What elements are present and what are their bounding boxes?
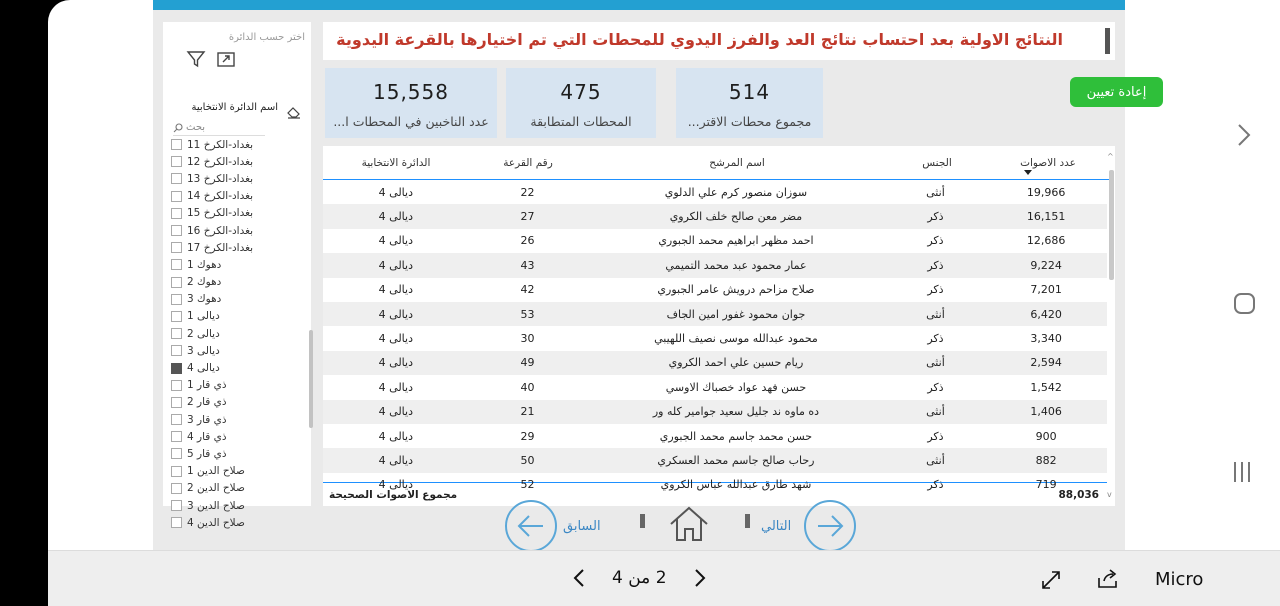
slicer-checkbox[interactable] [171, 466, 182, 477]
kpi-matched-label: المحطات المتطابقة [530, 114, 632, 129]
cell-district: ديالى 4 [378, 478, 413, 492]
cell-district: ديالى 4 [378, 258, 413, 272]
cell-votes: 1,406 [1030, 405, 1062, 419]
page-indicator: 2 من 4 [612, 568, 667, 588]
cell-district: ديالى 4 [378, 283, 413, 297]
slicer-item[interactable] [171, 170, 295, 187]
cell-gender: أنثى [926, 405, 945, 419]
slicer-item-label: صلاح الدين 4 [187, 516, 245, 529]
slicer-item-label: بغداد-الكرخ 14 [187, 190, 254, 203]
next-label[interactable]: التالي [761, 519, 792, 534]
slicer-checkbox[interactable] [171, 380, 182, 391]
slicer-item[interactable] [171, 377, 295, 394]
slicer-checkbox[interactable] [171, 156, 182, 167]
slicer-checkbox[interactable] [171, 397, 182, 408]
table-row[interactable] [323, 229, 1107, 253]
slicer-item-label: بغداد-الكرخ 16 [187, 224, 254, 237]
cell-candidate: رحاب صالح جاسم محمد العسكري [657, 453, 815, 467]
kpi-matched-value: 475 [560, 80, 602, 104]
focus-mode-icon[interactable] [215, 48, 237, 70]
cell-votes: 900 [1035, 429, 1057, 443]
cell-votes: 3,340 [1030, 332, 1062, 346]
slicer-title: اسم الدائرة الانتخابية [191, 102, 278, 113]
cell-candidate: مضر معن صالح خلف الكروي [669, 210, 803, 224]
slicer-item[interactable] [171, 308, 295, 325]
cell-lot: 30 [520, 332, 535, 346]
cell-district: ديالى 4 [378, 332, 413, 346]
title-box [323, 22, 1115, 60]
slicer-item-label: ذي قار 1 [187, 379, 227, 392]
cell-candidate: شهد طارق عبدالله عباس الكروي [660, 478, 812, 492]
slicer-item[interactable] [171, 342, 295, 359]
slicer-item-label: دهوك 3 [187, 293, 222, 306]
slicer-checkbox[interactable] [171, 431, 182, 442]
col-votes[interactable] [987, 146, 1109, 179]
kpi-voters-value: 15,558 [373, 80, 449, 104]
slicer-item[interactable] [171, 274, 295, 291]
kpi-voters-label: عدد الناخبين في المحطات ا... [333, 114, 489, 129]
kpi-matched-stations [506, 68, 656, 138]
slicer-item[interactable] [171, 497, 295, 514]
slicer-top-tag: اختر حسب الدائرة [228, 32, 305, 43]
cell-candidate: حسن محمد جاسم محمد الجبوري [659, 429, 813, 443]
slicer-item-label: بغداد-الكرخ 11 [187, 138, 254, 151]
cell-candidate: احمد مظهر ابراهيم محمد الجبوري [658, 234, 814, 248]
cell-district: ديالى 4 [378, 210, 413, 224]
col-district[interactable]: الدائرة الانتخابية [361, 156, 431, 169]
kpi-voters [325, 68, 497, 138]
slicer-item-label: صلاح الدين 3 [187, 499, 245, 512]
cell-lot: 21 [520, 405, 535, 419]
table-row[interactable] [323, 400, 1107, 424]
title-accent-bar [1105, 28, 1110, 54]
slicer-item[interactable] [171, 428, 295, 445]
cell-candidate: حسن فهد عواد خصباك الاوسي [665, 380, 807, 394]
cell-gender: ذكر [927, 234, 944, 248]
slicer-checkbox[interactable] [171, 345, 182, 356]
page-title: النتائج الاولية بعد احتساب نتائج العد والفرز اليدوي للمحطات التي تم اختيارها بالقرعة اليدوية [336, 30, 1063, 49]
cell-district: ديالى 4 [378, 234, 413, 248]
cell-gender: ذكر [927, 332, 944, 346]
table-body [323, 180, 1107, 492]
cell-votes: 882 [1035, 453, 1057, 467]
cell-lot: 53 [520, 307, 535, 321]
slicer-item-label: ذي قار 5 [187, 447, 227, 460]
prev-label[interactable]: السابق [563, 519, 601, 534]
home-icon[interactable] [667, 504, 711, 544]
slicer-checkbox[interactable] [171, 483, 182, 494]
cell-gender: أنثى [926, 307, 945, 321]
cell-gender: أنثى [926, 185, 945, 199]
next-button[interactable] [804, 500, 856, 552]
sort-desc-icon [1024, 170, 1032, 175]
results-table [323, 146, 1115, 506]
cell-district: ديالى 4 [378, 405, 413, 419]
slicer-checkbox[interactable] [171, 294, 182, 305]
slicer-item[interactable] [171, 291, 295, 308]
slicer-item-label: صلاح الدين 2 [187, 482, 245, 495]
cell-votes: 6,420 [1030, 307, 1062, 321]
reset-button[interactable]: إعادة تعيين [1070, 77, 1163, 107]
cell-district: ديالى 4 [378, 380, 413, 394]
cell-lot: 29 [520, 429, 535, 443]
slicer-search[interactable] [173, 120, 265, 136]
cell-lot: 42 [520, 283, 535, 297]
filter-icon[interactable] [185, 48, 207, 70]
table-row[interactable] [323, 326, 1107, 350]
slicer-checkbox[interactable] [171, 225, 182, 236]
slicer-item-label: ذي قار 4 [187, 430, 227, 443]
chevron-right-icon[interactable] [693, 567, 707, 589]
cell-gender: أنثى [926, 356, 945, 370]
slicer-item[interactable] [171, 222, 295, 239]
slicer-item-label: بغداد-الكرخ 15 [187, 207, 254, 220]
slicer-checkbox[interactable] [171, 277, 182, 288]
nav-separator [640, 514, 645, 528]
slicer-item-label: بغداد-الكرخ 17 [187, 241, 254, 254]
slicer-checkbox[interactable] [171, 259, 182, 270]
kpi-total-stations [676, 68, 823, 138]
table-row[interactable] [323, 351, 1107, 375]
slicer-item[interactable] [171, 153, 295, 170]
slicer-item-label: دهوك 1 [187, 258, 222, 271]
cell-gender: ذكر [927, 380, 944, 394]
cell-votes: 719 [1035, 478, 1057, 492]
col-candidate[interactable]: اسم المرشح [709, 156, 765, 169]
eraser-icon[interactable] [287, 104, 301, 123]
page-navigator [572, 567, 707, 589]
prev-button[interactable] [505, 500, 557, 552]
slicer-list [171, 136, 295, 528]
app-window [48, 0, 1280, 606]
slicer-checkbox[interactable] [171, 311, 182, 322]
arrow-right-icon [806, 502, 854, 550]
cell-votes: 2,594 [1030, 356, 1062, 370]
fullscreen-icon[interactable] [1040, 569, 1062, 591]
cell-votes: 19,966 [1026, 185, 1066, 199]
table-header [323, 146, 1109, 180]
table-row[interactable] [323, 302, 1107, 326]
cell-district: ديالى 4 [378, 453, 413, 467]
share-icon[interactable] [1096, 568, 1120, 590]
app-name: Micro [1155, 569, 1204, 590]
slicer-checkbox[interactable] [171, 328, 182, 339]
slicer-checkbox[interactable] [171, 208, 182, 219]
cell-district: ديالى 4 [378, 429, 413, 443]
cell-candidate: سوزان منصور كرم علي الدلوي [664, 185, 808, 199]
kpi-total-label: مجموع محطات الاقتر... [687, 114, 812, 129]
slicer-scrollbar[interactable] [309, 330, 313, 428]
scroll-down-icon[interactable]: v [1107, 490, 1112, 499]
slicer-item-label: ديالى 1 [187, 310, 220, 323]
cell-votes: 1,542 [1030, 380, 1062, 394]
recent-apps-button[interactable] [1234, 462, 1250, 482]
cell-lot: 49 [520, 356, 535, 370]
cell-lot: 52 [520, 478, 535, 492]
table-row[interactable] [323, 180, 1107, 204]
slicer-item-label: ذي قار 3 [187, 413, 227, 426]
cell-votes: 16,151 [1026, 210, 1066, 224]
slicer-item-label: دهوك 2 [187, 276, 222, 289]
slicer-item[interactable] [171, 514, 295, 531]
footer-label: مجموع الاصوات الصحيحة [329, 489, 458, 501]
cell-candidate: جوان محمود غفور امين الجاف [666, 307, 806, 321]
cell-lot: 27 [520, 210, 535, 224]
slicer-item-label: ديالى 3 [187, 344, 220, 357]
table-row[interactable] [323, 448, 1107, 472]
cell-gender: ذكر [927, 429, 944, 443]
slicer-item-label: صلاح الدين 1 [187, 465, 245, 478]
cell-district: ديالى 4 [378, 307, 413, 321]
slicer-item-label: ذي قار 2 [187, 396, 227, 409]
cell-gender: ذكر [927, 258, 944, 272]
table-scrollbar[interactable] [1109, 170, 1114, 280]
footer-total: 88,036 [1058, 489, 1099, 501]
slicer-checkbox[interactable] [171, 363, 182, 374]
table-row[interactable] [323, 278, 1107, 302]
slicer-item[interactable] [171, 359, 295, 376]
cell-votes: 9,224 [1030, 258, 1062, 272]
slicer-item[interactable] [171, 480, 295, 497]
slicer-item[interactable] [171, 136, 295, 153]
kpi-total-value: 514 [728, 80, 771, 104]
nav-separator [745, 514, 750, 528]
cell-votes: 7,201 [1030, 283, 1062, 297]
slicer-item-label: بغداد-الكرخ 13 [187, 172, 254, 185]
cell-lot: 40 [520, 380, 535, 394]
slicer-item[interactable] [171, 188, 295, 205]
district-slicer [163, 22, 311, 529]
cell-district: ديالى 4 [378, 185, 413, 199]
slicer-checkbox[interactable] [171, 191, 182, 202]
slicer-item[interactable] [171, 445, 295, 462]
top-strip [153, 0, 1125, 10]
cell-candidate: صلاح مزاحم درويش عامر الجبوري [657, 283, 815, 297]
cell-gender: أنثى [926, 453, 945, 467]
slicer-item[interactable] [171, 394, 295, 411]
slicer-item-label: بغداد-الكرخ 12 [187, 155, 254, 168]
table-row[interactable] [323, 253, 1107, 277]
cell-gender: ذكر [927, 210, 944, 224]
scroll-up-icon[interactable]: ^ [1107, 152, 1114, 161]
cell-candidate: محمود عبدالله موسى نصيف اللهيبي [654, 332, 818, 346]
table-row[interactable] [323, 424, 1107, 448]
cell-candidate: عمار محمود عبد محمد التميمي [665, 258, 807, 272]
slicer-checkbox[interactable] [171, 500, 182, 511]
slicer-checkbox[interactable] [171, 414, 182, 425]
slicer-checkbox[interactable] [171, 173, 182, 184]
report-canvas [153, 0, 1147, 550]
cell-candidate: ده ماوه ند جليل سعيد جوامير كله ور [652, 405, 820, 419]
cell-lot: 26 [520, 234, 535, 248]
cell-lot: 22 [520, 185, 535, 199]
cell-district: ديالى 4 [378, 356, 413, 370]
slicer-search-placeholder: بحث [186, 122, 206, 133]
chevron-right-icon[interactable] [1236, 122, 1252, 148]
slicer-checkbox[interactable] [171, 517, 182, 528]
slicer-checkbox[interactable] [171, 139, 182, 150]
slicer-item[interactable] [171, 411, 295, 428]
slicer-checkbox[interactable] [171, 448, 182, 459]
col-lot[interactable]: رقم القرعة [503, 156, 553, 169]
chevron-left-icon[interactable] [572, 567, 586, 589]
col-gender[interactable]: الجنس [922, 156, 952, 169]
bottom-bar [48, 550, 1280, 606]
slicer-item[interactable] [171, 256, 295, 273]
slicer-item[interactable] [171, 239, 295, 256]
slicer-item[interactable] [171, 205, 295, 222]
col-votes-label: عدد الاصوات [1020, 156, 1076, 169]
table-row[interactable] [323, 375, 1107, 399]
cell-lot: 50 [520, 453, 535, 467]
arrow-left-icon [507, 502, 555, 550]
cell-lot: 43 [520, 258, 535, 272]
slicer-item-label: ديالى 2 [187, 327, 220, 340]
cell-votes: 12,686 [1026, 234, 1066, 248]
cell-gender: ذكر [927, 478, 944, 492]
table-footer [323, 484, 1109, 506]
cell-gender: ذكر [927, 283, 944, 297]
slicer-item[interactable] [171, 325, 295, 342]
slicer-item[interactable] [171, 463, 295, 480]
home-circle-button[interactable] [1234, 293, 1255, 314]
table-row[interactable] [323, 204, 1107, 228]
slicer-item-label: ديالى 4 [187, 362, 220, 375]
cell-candidate: ريام حسين علي احمد الكروي [668, 356, 804, 370]
slicer-checkbox[interactable] [171, 242, 182, 253]
search-icon [173, 123, 183, 133]
